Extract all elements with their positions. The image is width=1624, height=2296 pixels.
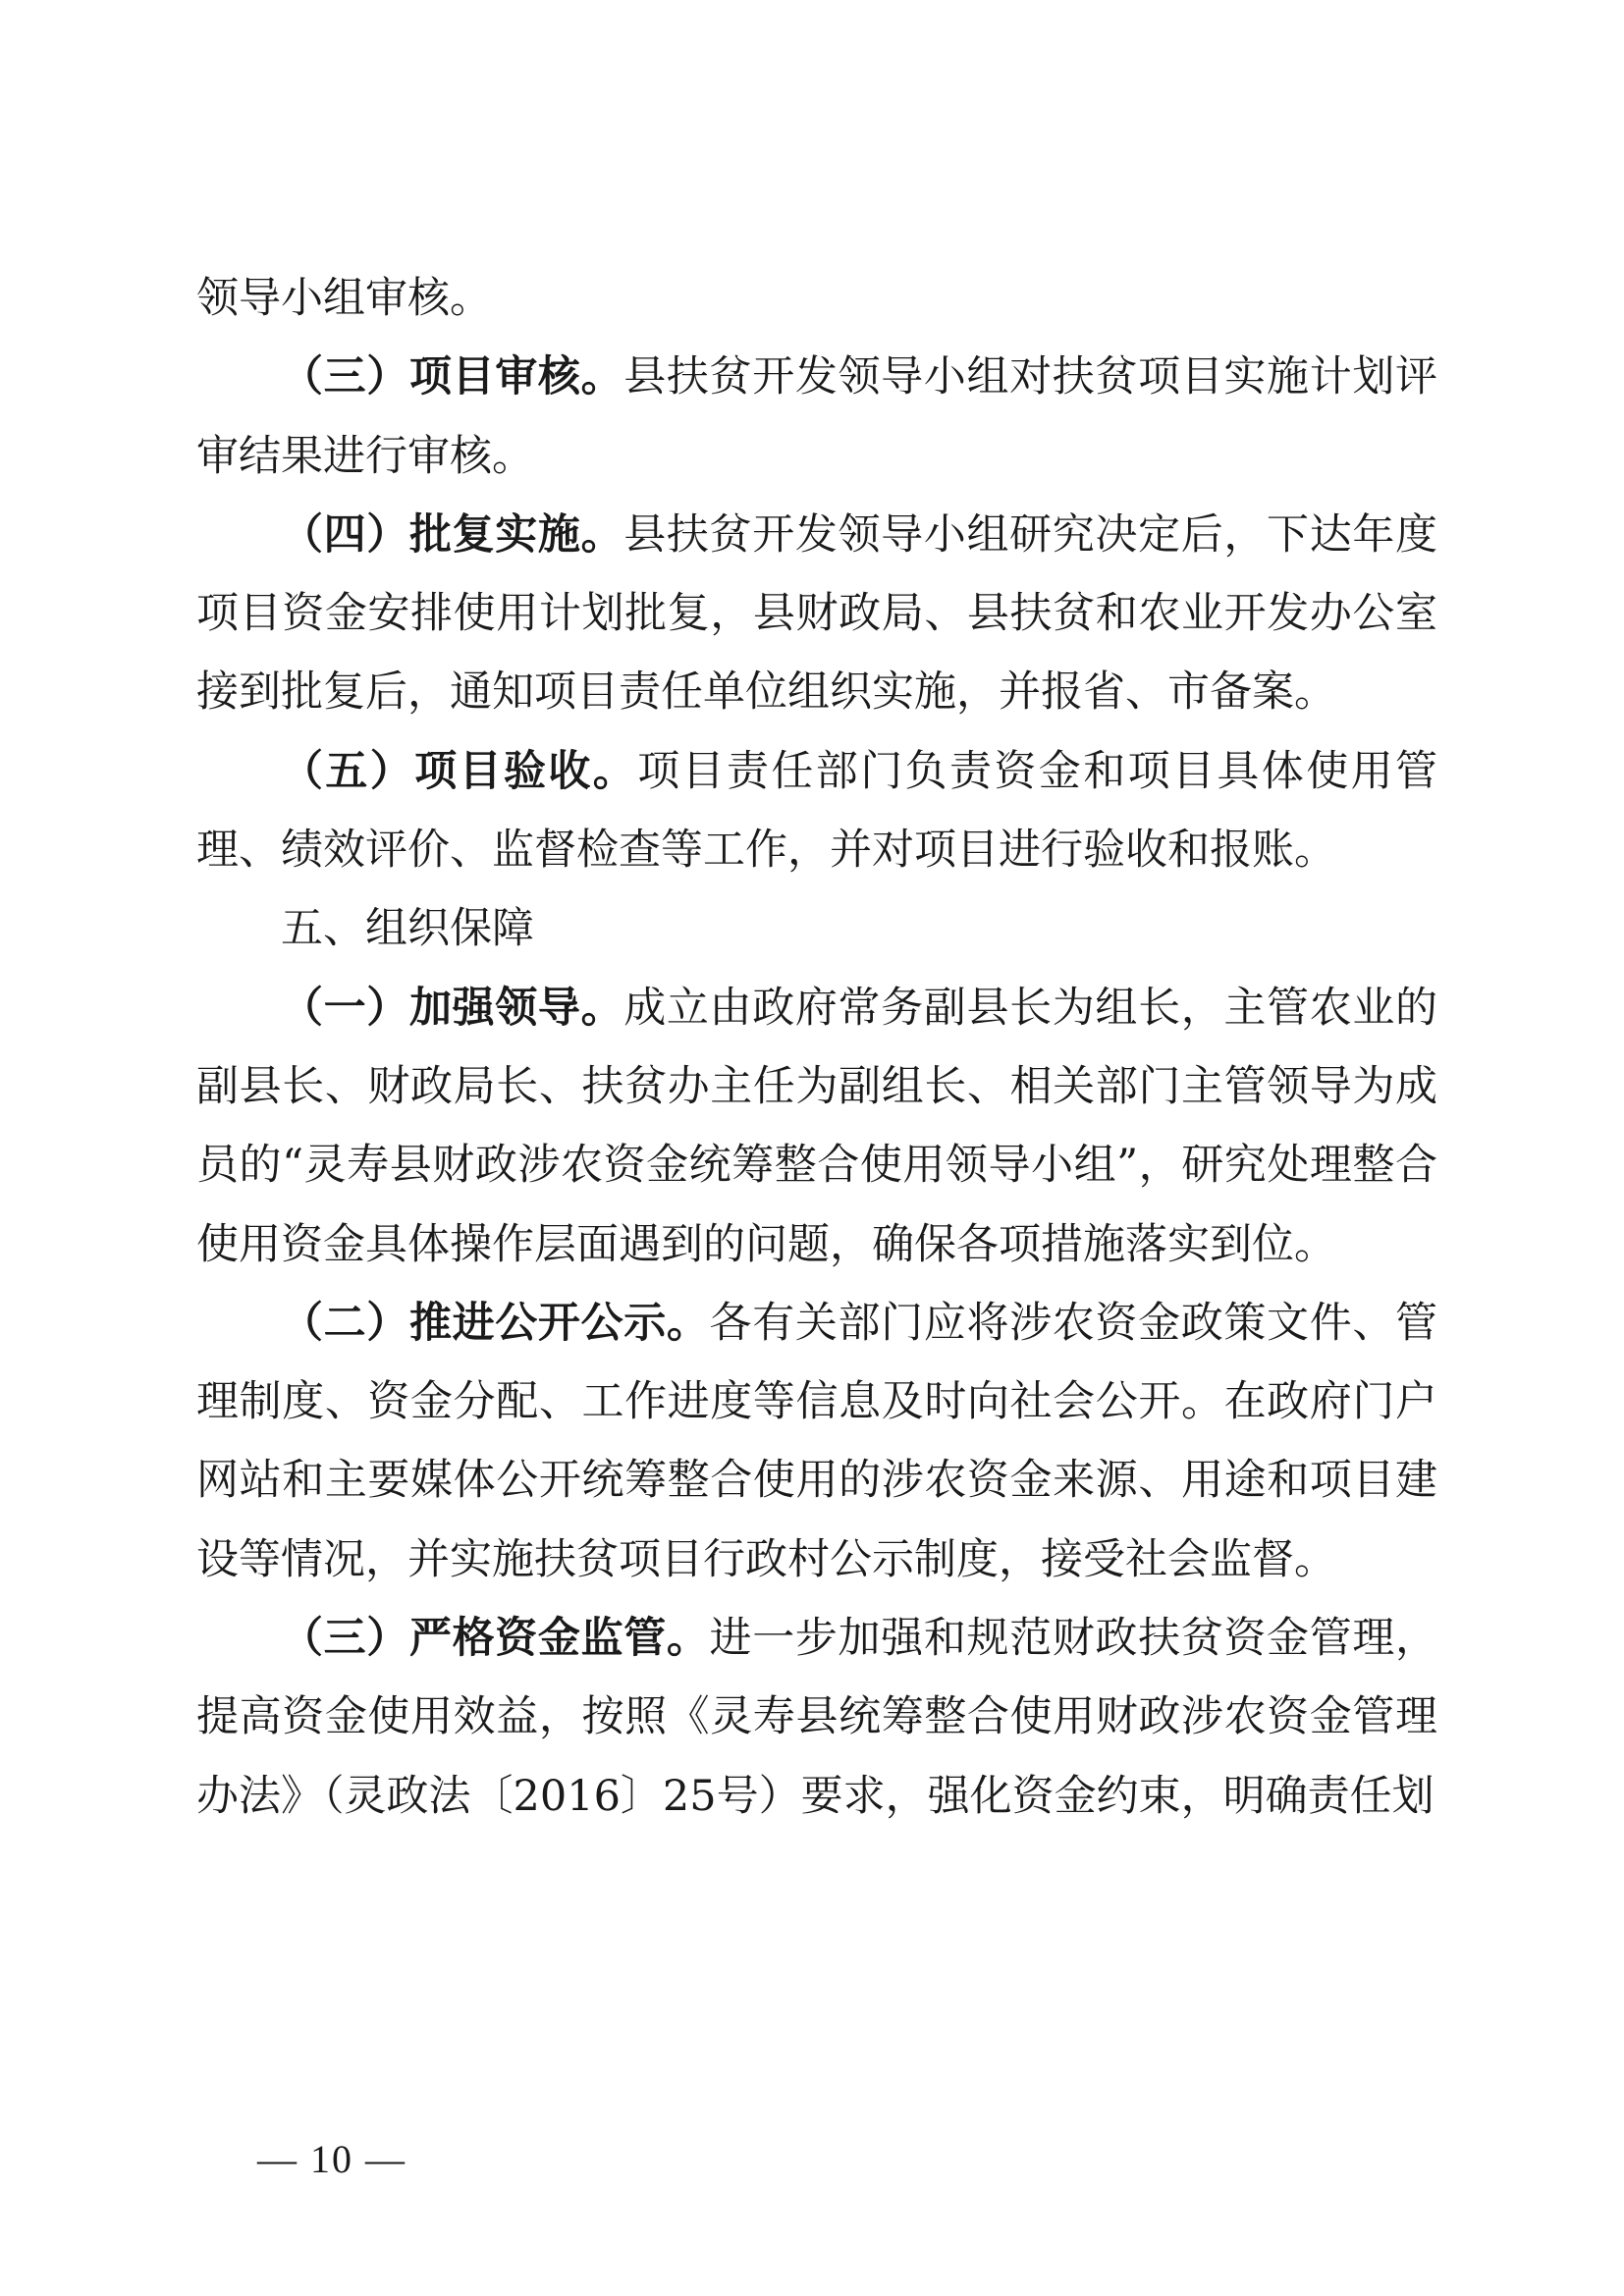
paragraph-lead: （二）推进公开公示。	[281, 1298, 710, 1348]
paragraph-body: 县扶贫开发领导小组对扶贫项目实施计划评审结果进行审核。	[196, 352, 1438, 481]
paragraph-body: 成立由政府常务副县长为组长，主管农业的副县长、财政局长、扶贫办主任为副组长、相关部门主管领导为成员的“灵寿县财政涉农资金统筹整合使用领导小组”，研究处理整合使用资金具体操作层面遇到的问题，确保各项措施落实到位。	[196, 983, 1438, 1269]
document-body	[196, 259, 1437, 1836]
item-4-approval-paragraph	[196, 496, 1437, 732]
paragraph-lead: （三）严格资金监管。	[281, 1614, 710, 1664]
paragraph-lead: （五）项目验收。	[281, 746, 638, 796]
paragraph-lead: （四）批复实施。	[281, 509, 624, 560]
item-5-acceptance-paragraph	[196, 732, 1437, 890]
paragraph-body: 领导小组审核。	[196, 274, 492, 323]
item-3-review-paragraph	[196, 338, 1437, 496]
paragraph-body: 项目责任部门负责资金和项目具体使用管理、绩效评价、监督检查等工作，并对项目进行验收和报账。	[196, 746, 1438, 876]
org-1-leadership-paragraph	[196, 969, 1437, 1284]
paragraph-body: 进一步加强和规范财政扶贫资金管理，提高资金使用效益，按照《灵寿县统筹整合使用财政涉农资金管理办法》（灵政法〔2016〕25号）要求，强化资金约束，明确责任划	[196, 1614, 1438, 1821]
continuation-paragraph	[196, 259, 1437, 338]
section-heading: 五、组织保障	[281, 904, 534, 954]
paragraph-body: 县扶贫开发领导小组研究决定后，下达年度项目资金安排使用计划批复，县财政局、县扶贫和农业开发办公室接到批复后，通知项目责任单位组织实施，并报省、市备案。	[196, 509, 1438, 718]
org-2-disclosure-paragraph	[196, 1284, 1437, 1599]
page-number: — 10 —	[257, 2137, 406, 2181]
org-3-supervision-paragraph	[196, 1599, 1437, 1836]
paragraph-body: 各有关部门应将涉农资金政策文件、管理制度、资金分配、工作进度等信息及时向社会公开。在政府门户网站和主要媒体公开统筹整合使用的涉农资金来源、用途和项目建设等情况，并实施扶贫项目行政村公示制度，接受社会监督。	[196, 1298, 1438, 1584]
paragraph-lead: （三）项目审核。	[281, 352, 624, 402]
paragraph-lead: （一）加强领导。	[281, 983, 624, 1033]
